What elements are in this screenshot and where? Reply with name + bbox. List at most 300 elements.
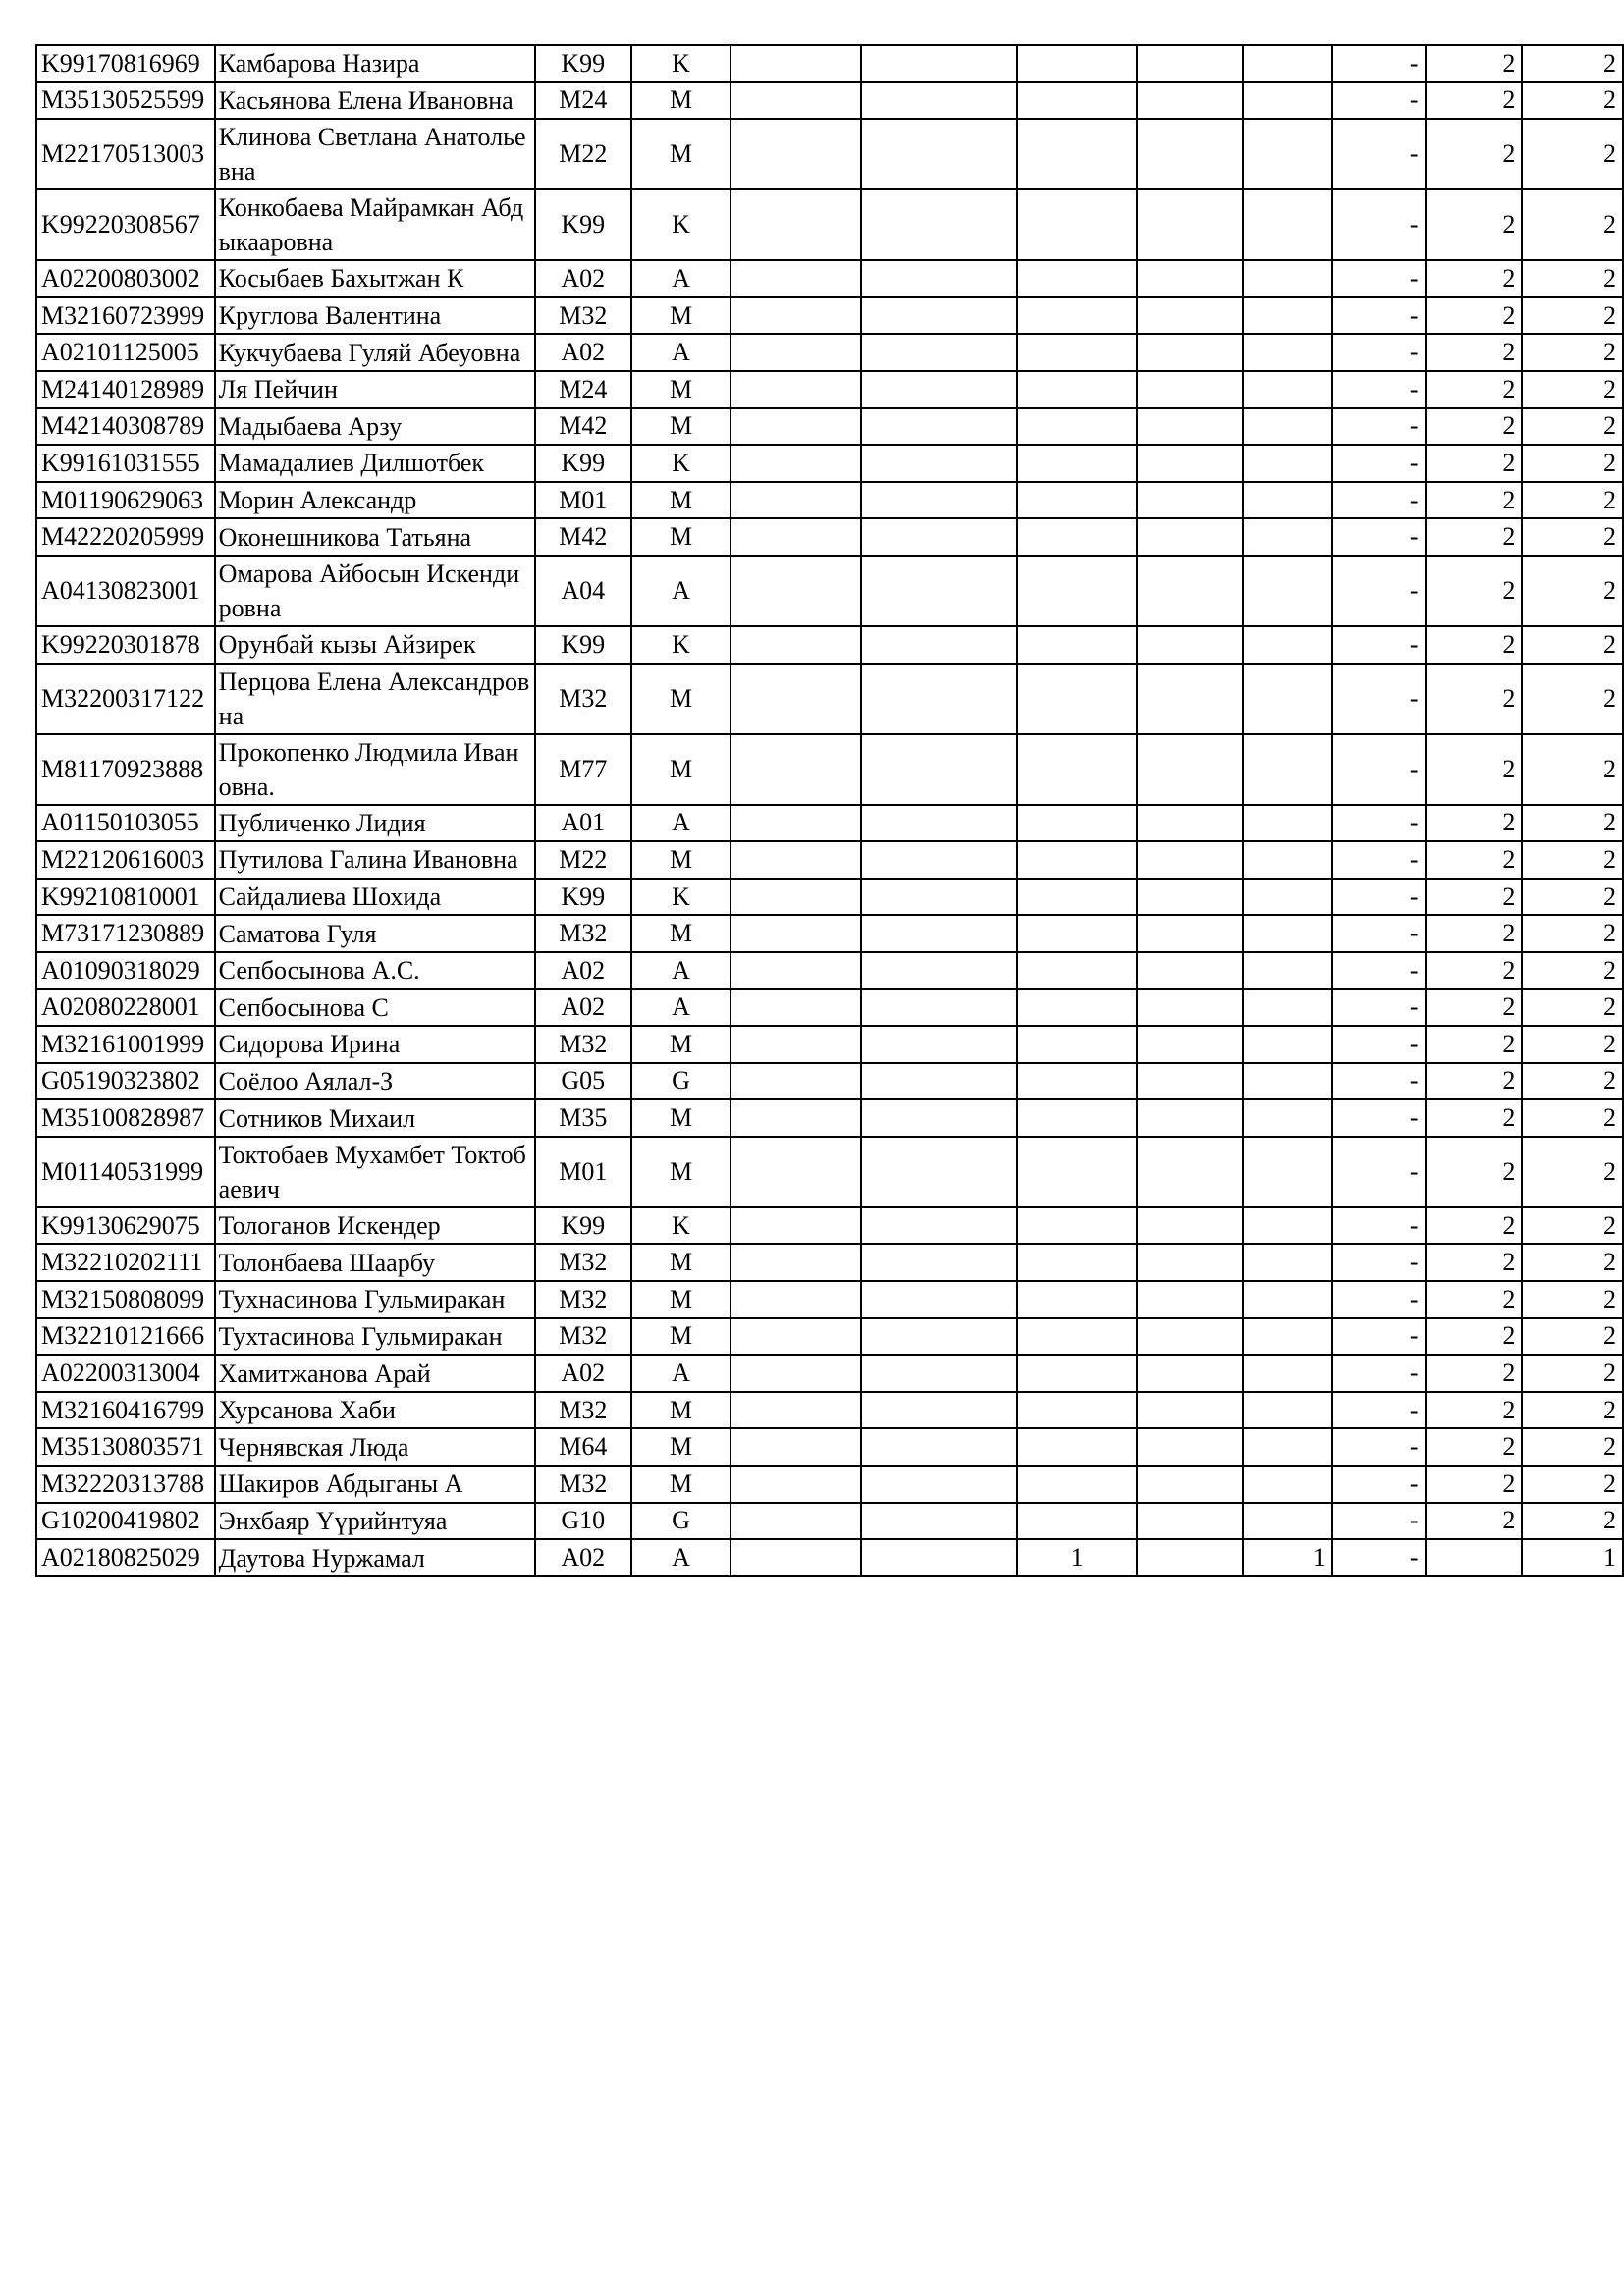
dash-cell: - <box>1332 805 1426 842</box>
total-cell: 2 <box>1522 1392 1623 1429</box>
score-cell-1 <box>1017 408 1137 446</box>
total-cell: 2 <box>1522 445 1623 482</box>
table-row <box>36 989 1623 1027</box>
dash-cell: - <box>1332 1063 1426 1100</box>
total-cell: 1 <box>1522 1539 1623 1576</box>
empty-cell <box>861 1063 1017 1100</box>
empty-cell <box>731 82 861 120</box>
participant-id: G05190323802 <box>36 1063 215 1100</box>
participant-name: Клинова Светлана Анатольевна <box>215 119 535 189</box>
score-cell-3: 2 <box>1426 189 1523 260</box>
participant-id: M35130525599 <box>36 82 215 120</box>
empty-cell <box>1137 334 1243 371</box>
group-letter: K <box>631 1207 731 1245</box>
group-letter: A <box>631 1539 731 1576</box>
dash-cell: - <box>1332 841 1426 879</box>
participant-id: M32161001999 <box>36 1026 215 1063</box>
empty-cell <box>1137 1392 1243 1429</box>
score-cell-2 <box>1243 734 1332 805</box>
participant-name: Саматова Гуля <box>215 915 535 952</box>
score-cell-2 <box>1243 119 1332 189</box>
dash-cell: - <box>1332 1207 1426 1245</box>
table-row <box>36 556 1623 626</box>
empty-cell <box>1137 260 1243 297</box>
participant-name: Тухнасинова Гульмиракан <box>215 1281 535 1318</box>
table-row <box>36 297 1623 335</box>
score-cell-1 <box>1017 1428 1137 1466</box>
participant-id: K99170816969 <box>36 45 215 82</box>
participant-id: M32210202111 <box>36 1244 215 1281</box>
score-cell-2 <box>1243 1244 1332 1281</box>
score-cell-2 <box>1243 1428 1332 1466</box>
empty-cell <box>861 119 1017 189</box>
group-letter: M <box>631 297 731 335</box>
empty-cell <box>1137 1281 1243 1318</box>
empty-cell <box>861 445 1017 482</box>
participant-name: Касьянова Елена Ивановна <box>215 82 535 120</box>
table-row <box>36 45 1623 82</box>
empty-cell <box>1137 1099 1243 1137</box>
table-row <box>36 1207 1623 1245</box>
score-cell-1 <box>1017 1355 1137 1392</box>
empty-cell <box>861 1355 1017 1392</box>
empty-cell <box>1137 664 1243 734</box>
empty-cell <box>861 408 1017 446</box>
participant-id: A02080228001 <box>36 989 215 1027</box>
empty-cell <box>731 1281 861 1318</box>
empty-cell <box>1137 879 1243 916</box>
score-cell-2 <box>1243 626 1332 664</box>
score-cell-2 <box>1243 260 1332 297</box>
score-cell-1 <box>1017 482 1137 519</box>
empty-cell <box>731 1244 861 1281</box>
empty-cell <box>861 1392 1017 1429</box>
participant-id: A01150103055 <box>36 805 215 842</box>
table-row <box>36 805 1623 842</box>
empty-cell <box>731 334 861 371</box>
total-cell: 2 <box>1522 1244 1623 1281</box>
region-code: K99 <box>535 1207 631 1245</box>
total-cell: 2 <box>1522 664 1623 734</box>
score-cell-3: 2 <box>1426 408 1523 446</box>
participant-id: M32160416799 <box>36 1392 215 1429</box>
empty-cell <box>731 915 861 952</box>
table-row <box>36 915 1623 952</box>
table-row <box>36 1244 1623 1281</box>
total-cell: 2 <box>1522 1207 1623 1245</box>
region-code: M32 <box>535 1466 631 1503</box>
group-letter: A <box>631 952 731 989</box>
score-cell-3: 2 <box>1426 1207 1523 1245</box>
total-cell: 2 <box>1522 1099 1623 1137</box>
total-cell: 2 <box>1522 82 1623 120</box>
region-code: M35 <box>535 1099 631 1137</box>
score-cell-2 <box>1243 518 1332 556</box>
empty-cell <box>1137 805 1243 842</box>
total-cell: 2 <box>1522 805 1623 842</box>
score-cell-1 <box>1017 1466 1137 1503</box>
total-cell: 2 <box>1522 1137 1623 1207</box>
empty-cell <box>731 556 861 626</box>
empty-cell <box>731 297 861 335</box>
score-cell-3 <box>1426 1539 1523 1576</box>
dash-cell: - <box>1332 371 1426 408</box>
group-letter: A <box>631 1355 731 1392</box>
region-code: K99 <box>535 626 631 664</box>
table-row <box>36 879 1623 916</box>
score-cell-2 <box>1243 1207 1332 1245</box>
empty-cell <box>731 1099 861 1137</box>
total-cell: 2 <box>1522 408 1623 446</box>
participant-name: Толонбаева Шаарбу <box>215 1244 535 1281</box>
region-code: M32 <box>535 1026 631 1063</box>
participant-id: M01140531999 <box>36 1137 215 1207</box>
score-cell-2: 1 <box>1243 1539 1332 1576</box>
participant-name: Чернявская Люда <box>215 1428 535 1466</box>
empty-cell <box>1137 445 1243 482</box>
empty-cell <box>731 1466 861 1503</box>
score-cell-3: 2 <box>1426 1355 1523 1392</box>
region-code: A02 <box>535 1355 631 1392</box>
score-cell-3: 2 <box>1426 915 1523 952</box>
score-cell-2 <box>1243 952 1332 989</box>
group-letter: A <box>631 334 731 371</box>
score-cell-1 <box>1017 371 1137 408</box>
region-code: M24 <box>535 82 631 120</box>
empty-cell <box>1137 518 1243 556</box>
score-cell-3: 2 <box>1426 1244 1523 1281</box>
dash-cell: - <box>1332 734 1426 805</box>
participant-name: Шакиров Абдыганы А <box>215 1466 535 1503</box>
score-cell-2 <box>1243 297 1332 335</box>
empty-cell <box>861 1026 1017 1063</box>
score-cell-3: 2 <box>1426 260 1523 297</box>
empty-cell <box>861 841 1017 879</box>
participant-name: Соёлоо Аялал-З <box>215 1063 535 1100</box>
score-cell-3: 2 <box>1426 841 1523 879</box>
participant-name: Кукчубаева Гуляй Абеуовна <box>215 334 535 371</box>
empty-cell <box>1137 1318 1243 1356</box>
participant-id: K99161031555 <box>36 445 215 482</box>
score-cell-2 <box>1243 841 1332 879</box>
empty-cell <box>1137 989 1243 1027</box>
total-cell: 2 <box>1522 189 1623 260</box>
empty-cell <box>861 518 1017 556</box>
score-cell-1 <box>1017 189 1137 260</box>
total-cell: 2 <box>1522 1428 1623 1466</box>
dash-cell: - <box>1332 482 1426 519</box>
region-code: M32 <box>535 1281 631 1318</box>
score-cell-2 <box>1243 408 1332 446</box>
participant-id: M01190629063 <box>36 482 215 519</box>
score-cell-2 <box>1243 1063 1332 1100</box>
score-cell-3: 2 <box>1426 482 1523 519</box>
group-letter: M <box>631 1392 731 1429</box>
participant-name: Мадыбаева Арзу <box>215 408 535 446</box>
region-code: M32 <box>535 915 631 952</box>
score-cell-3: 2 <box>1426 664 1523 734</box>
group-letter: A <box>631 260 731 297</box>
dash-cell: - <box>1332 989 1426 1027</box>
group-letter: A <box>631 556 731 626</box>
participant-id: M22170513003 <box>36 119 215 189</box>
empty-cell <box>1137 734 1243 805</box>
results-table <box>35 44 1624 1577</box>
region-code: A02 <box>535 334 631 371</box>
group-letter: M <box>631 482 731 519</box>
empty-cell <box>731 1207 861 1245</box>
score-cell-3: 2 <box>1426 45 1523 82</box>
region-code: M64 <box>535 1428 631 1466</box>
score-cell-1 <box>1017 297 1137 335</box>
region-code: G10 <box>535 1503 631 1540</box>
empty-cell <box>1137 482 1243 519</box>
participant-name: Путилова Галина Ивановна <box>215 841 535 879</box>
empty-cell <box>1137 1063 1243 1100</box>
empty-cell <box>861 952 1017 989</box>
total-cell: 2 <box>1522 1281 1623 1318</box>
table-row <box>36 734 1623 805</box>
participant-name: Омарова Айбосын Искендировна <box>215 556 535 626</box>
score-cell-3: 2 <box>1426 1026 1523 1063</box>
total-cell: 2 <box>1522 260 1623 297</box>
region-code: A02 <box>535 260 631 297</box>
score-cell-3: 2 <box>1426 82 1523 120</box>
empty-cell <box>861 371 1017 408</box>
empty-cell <box>861 297 1017 335</box>
score-cell-1 <box>1017 334 1137 371</box>
score-cell-1 <box>1017 1137 1137 1207</box>
participant-name: Сепбосынова С <box>215 989 535 1027</box>
participant-id: K99130629075 <box>36 1207 215 1245</box>
participant-id: K99220308567 <box>36 189 215 260</box>
score-cell-3: 2 <box>1426 1281 1523 1318</box>
participant-id: M42220205999 <box>36 518 215 556</box>
empty-cell <box>1137 952 1243 989</box>
participant-name: Косыбаев Бахытжан К <box>215 260 535 297</box>
score-cell-1 <box>1017 1244 1137 1281</box>
total-cell: 2 <box>1522 734 1623 805</box>
empty-cell <box>731 664 861 734</box>
total-cell: 2 <box>1522 371 1623 408</box>
participant-name: Морин Александр <box>215 482 535 519</box>
score-cell-2 <box>1243 445 1332 482</box>
score-cell-2 <box>1243 1392 1332 1429</box>
region-code: M32 <box>535 1244 631 1281</box>
empty-cell <box>861 915 1017 952</box>
empty-cell <box>1137 1244 1243 1281</box>
participant-name: Прокопенко Людмила Ивановна. <box>215 734 535 805</box>
participant-name: Тухтасинова Гульмиракан <box>215 1318 535 1356</box>
total-cell: 2 <box>1522 297 1623 335</box>
score-cell-2 <box>1243 1026 1332 1063</box>
participant-id: M81170923888 <box>36 734 215 805</box>
empty-cell <box>1137 626 1243 664</box>
empty-cell <box>731 518 861 556</box>
group-letter: M <box>631 841 731 879</box>
score-cell-3: 2 <box>1426 371 1523 408</box>
score-cell-3: 2 <box>1426 297 1523 335</box>
dash-cell: - <box>1332 1503 1426 1540</box>
empty-cell <box>861 1539 1017 1576</box>
score-cell-2 <box>1243 1099 1332 1137</box>
table-row <box>36 664 1623 734</box>
table-row <box>36 1466 1623 1503</box>
empty-cell <box>731 879 861 916</box>
score-cell-1 <box>1017 1318 1137 1356</box>
empty-cell <box>861 1466 1017 1503</box>
score-cell-1 <box>1017 989 1137 1027</box>
participant-name: Конкобаева Майрамкан Абдыкааровна <box>215 189 535 260</box>
participant-id: A04130823001 <box>36 556 215 626</box>
empty-cell <box>731 371 861 408</box>
group-letter: G <box>631 1063 731 1100</box>
empty-cell <box>861 1207 1017 1245</box>
participant-id: A02180825029 <box>36 1539 215 1576</box>
table-row <box>36 1428 1623 1466</box>
participant-id: M32160723999 <box>36 297 215 335</box>
total-cell: 2 <box>1522 556 1623 626</box>
score-cell-1 <box>1017 1207 1137 1245</box>
empty-cell <box>731 445 861 482</box>
empty-cell <box>1137 297 1243 335</box>
empty-cell <box>1137 189 1243 260</box>
score-cell-1 <box>1017 664 1137 734</box>
total-cell: 2 <box>1522 482 1623 519</box>
group-letter: M <box>631 119 731 189</box>
empty-cell <box>861 734 1017 805</box>
dash-cell: - <box>1332 879 1426 916</box>
dash-cell: - <box>1332 260 1426 297</box>
region-code: M32 <box>535 1392 631 1429</box>
empty-cell <box>731 45 861 82</box>
table-row <box>36 1281 1623 1318</box>
group-letter: M <box>631 371 731 408</box>
empty-cell <box>731 1318 861 1356</box>
empty-cell <box>1137 841 1243 879</box>
score-cell-2 <box>1243 482 1332 519</box>
group-letter: M <box>631 82 731 120</box>
table-row <box>36 445 1623 482</box>
empty-cell <box>1137 1026 1243 1063</box>
participant-id: A02200313004 <box>36 1355 215 1392</box>
dash-cell: - <box>1332 45 1426 82</box>
participant-name: Перцова Елена Александровна <box>215 664 535 734</box>
group-letter: M <box>631 1318 731 1356</box>
score-cell-2 <box>1243 1503 1332 1540</box>
empty-cell <box>1137 408 1243 446</box>
score-cell-3: 2 <box>1426 952 1523 989</box>
total-cell: 2 <box>1522 879 1623 916</box>
empty-cell <box>861 1137 1017 1207</box>
empty-cell <box>731 119 861 189</box>
group-letter: A <box>631 989 731 1027</box>
score-cell-3: 2 <box>1426 734 1523 805</box>
score-cell-2 <box>1243 189 1332 260</box>
participant-id: A02200803002 <box>36 260 215 297</box>
group-letter: K <box>631 879 731 916</box>
empty-cell <box>731 626 861 664</box>
empty-cell <box>861 556 1017 626</box>
empty-cell <box>861 1281 1017 1318</box>
table-row <box>36 119 1623 189</box>
participant-name: Оконешникова Татьяна <box>215 518 535 556</box>
score-cell-1 <box>1017 1503 1137 1540</box>
dash-cell: - <box>1332 1428 1426 1466</box>
score-cell-3: 2 <box>1426 989 1523 1027</box>
participant-id: A01090318029 <box>36 952 215 989</box>
empty-cell <box>861 189 1017 260</box>
score-cell-1 <box>1017 518 1137 556</box>
empty-cell <box>861 664 1017 734</box>
score-cell-2 <box>1243 1355 1332 1392</box>
total-cell: 2 <box>1522 1026 1623 1063</box>
empty-cell <box>861 1099 1017 1137</box>
dash-cell: - <box>1332 445 1426 482</box>
total-cell: 2 <box>1522 1318 1623 1356</box>
empty-cell <box>861 482 1017 519</box>
empty-cell <box>861 334 1017 371</box>
score-cell-1 <box>1017 952 1137 989</box>
empty-cell <box>1137 82 1243 120</box>
group-letter: M <box>631 1099 731 1137</box>
table-row <box>36 1318 1623 1356</box>
empty-cell <box>861 989 1017 1027</box>
table-row <box>36 334 1623 371</box>
region-code: M22 <box>535 119 631 189</box>
participant-name: Сепбосынова А.С. <box>215 952 535 989</box>
score-cell-3: 2 <box>1426 1428 1523 1466</box>
region-code: K99 <box>535 879 631 916</box>
empty-cell <box>1137 556 1243 626</box>
region-code: A02 <box>535 989 631 1027</box>
table-row <box>36 371 1623 408</box>
score-cell-1 <box>1017 626 1137 664</box>
region-code: M32 <box>535 664 631 734</box>
dash-cell: - <box>1332 518 1426 556</box>
group-letter: K <box>631 189 731 260</box>
score-cell-3: 2 <box>1426 1137 1523 1207</box>
table-row <box>36 626 1623 664</box>
dash-cell: - <box>1332 1099 1426 1137</box>
score-cell-1 <box>1017 1026 1137 1063</box>
score-cell-1: 1 <box>1017 1539 1137 1576</box>
score-cell-1 <box>1017 1281 1137 1318</box>
dash-cell: - <box>1332 1392 1426 1429</box>
participant-id: K99210810001 <box>36 879 215 916</box>
participant-name: Энхбаяр Үүрийнтуяа <box>215 1503 535 1540</box>
region-code: M77 <box>535 734 631 805</box>
empty-cell <box>861 1428 1017 1466</box>
dash-cell: - <box>1332 1539 1426 1576</box>
empty-cell <box>861 805 1017 842</box>
participant-id: M32150808099 <box>36 1281 215 1318</box>
score-cell-1 <box>1017 879 1137 916</box>
score-cell-1 <box>1017 82 1137 120</box>
empty-cell <box>861 45 1017 82</box>
score-cell-3: 2 <box>1426 334 1523 371</box>
dash-cell: - <box>1332 297 1426 335</box>
score-cell-3: 2 <box>1426 1318 1523 1356</box>
participant-id: K99220301878 <box>36 626 215 664</box>
score-cell-3: 2 <box>1426 1466 1523 1503</box>
score-cell-3: 2 <box>1426 1392 1523 1429</box>
empty-cell <box>731 805 861 842</box>
table-row <box>36 482 1623 519</box>
empty-cell <box>731 1355 861 1392</box>
score-cell-2 <box>1243 45 1332 82</box>
region-code: M01 <box>535 1137 631 1207</box>
